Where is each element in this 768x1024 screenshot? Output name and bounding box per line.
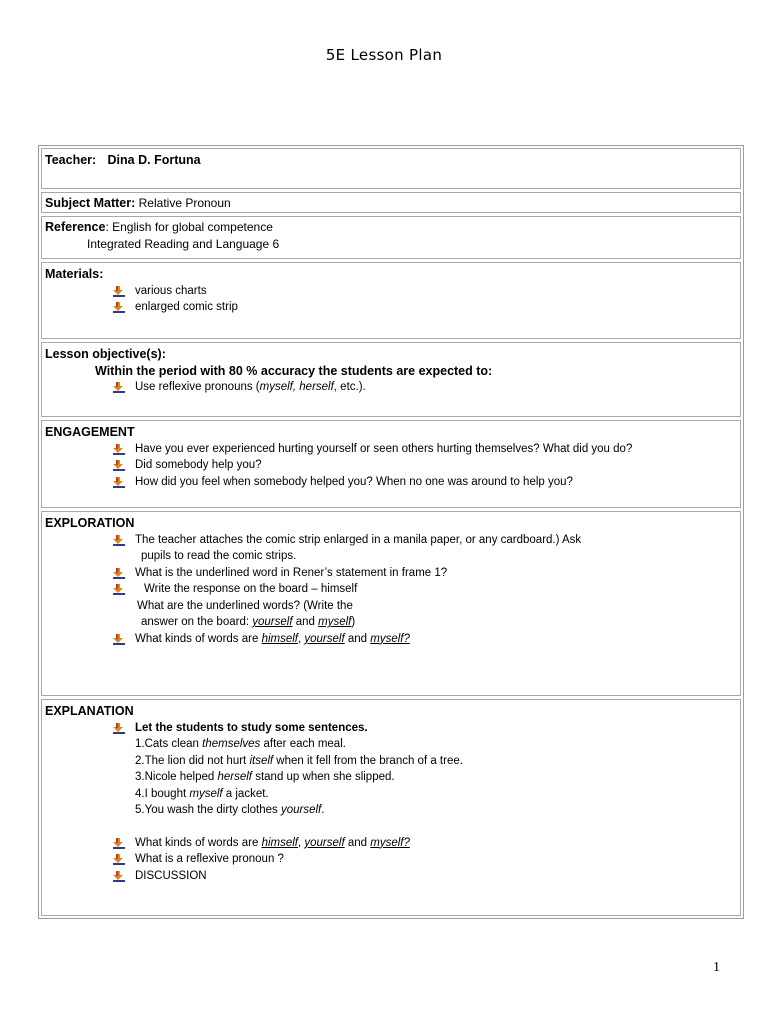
explanation-text: and [344, 836, 371, 849]
reference-row [41, 216, 741, 259]
list-item [45, 851, 737, 868]
exploration-text-cont [45, 614, 737, 631]
underlined-word: yourself [252, 616, 293, 628]
material-text: various charts [135, 284, 207, 297]
materials-row [41, 262, 741, 339]
sentence-line: 3.Nicole helped herself stand up when she slipped. [135, 771, 395, 783]
objective-text: Use reflexive pronouns ( [135, 381, 260, 393]
list-item [45, 299, 737, 316]
arrow-bullet-icon [113, 723, 125, 734]
exploration-label: EXPLORATION [45, 516, 135, 530]
engagement-question: Did somebody help you? [135, 459, 262, 471]
explanation-row [41, 699, 741, 916]
exploration-text-cont: pupils to read the comic strips. [141, 550, 297, 562]
teacher-row [41, 148, 741, 189]
sentence-line: 1.Cats clean themselves after each meal. [135, 738, 346, 750]
arrow-bullet-icon [113, 854, 125, 865]
explanation-label: EXPLANATION [45, 704, 134, 718]
arrow-bullet-icon [113, 477, 125, 488]
list-item [45, 720, 737, 737]
explanation-text: What kinds of words are [135, 836, 262, 849]
reference-label: Reference [45, 220, 106, 234]
objectives-row [41, 342, 741, 417]
list-item [45, 631, 737, 648]
list-item [45, 565, 737, 582]
exploration-text: answer on the board: [141, 616, 253, 628]
subject-row [41, 192, 741, 213]
list-item [45, 457, 737, 474]
arrow-bullet-icon [113, 871, 125, 882]
document-title: 5E Lesson Plan [325, 46, 443, 64]
objective-emphasis: myself, herself [259, 381, 334, 393]
arrow-bullet-icon [113, 460, 125, 471]
underlined-word: yourself [304, 836, 345, 849]
explanation-text: What is a reflexive pronoun ? [135, 853, 284, 865]
reference-line2: Integrated Reading and Language 6 [87, 236, 280, 251]
list-item [45, 441, 737, 458]
exploration-text: The teacher attaches the comic strip enlarged in a manila paper, or any cardboard.) Ask [135, 533, 582, 546]
list-item [45, 868, 737, 885]
exploration-row [41, 511, 741, 696]
sentence-line: 5.You wash the dirty clothes yourself. [135, 804, 325, 816]
sentence-line: 2.The lion did not hurt itself when it fell from the branch of a tree. [135, 754, 463, 767]
arrow-bullet-icon [113, 444, 125, 455]
objectives-label: Lesson objective(s): [45, 347, 166, 361]
objectives-intro: Within the period with 80 % accuracy the students are expected to: [95, 363, 493, 378]
underlined-word: myself? [370, 836, 410, 849]
underlined-word: himself [261, 836, 298, 849]
exploration-text: What is the underlined word in Rener’s statement in frame 1? [135, 566, 448, 579]
objective-text-end: , etc.). [333, 381, 366, 393]
arrow-bullet-icon [113, 568, 125, 579]
exploration-text: What kinds of words are [135, 632, 262, 645]
underlined-word: himself [261, 632, 298, 645]
list-item [45, 474, 737, 491]
explanation-text: DISCUSSION [135, 869, 207, 882]
list-item [45, 379, 737, 396]
arrow-bullet-icon [113, 535, 125, 546]
engagement-question: How did you feel when somebody helped you? When no one was around to help you? [135, 475, 573, 488]
teacher-name: Dina D. Fortuna [107, 153, 201, 167]
page-number: 1 [713, 960, 720, 975]
exploration-text: Write the response on the board – himself [144, 583, 358, 595]
underlined-word: yourself [304, 632, 345, 645]
list-item [45, 835, 737, 852]
arrow-bullet-icon [113, 838, 125, 849]
list-item [45, 532, 737, 549]
subject-label: Subject Matter: [45, 196, 136, 210]
explanation-text: Let the students to study some sentences. [135, 721, 368, 734]
exploration-text: , [298, 632, 305, 645]
sentence-line: 4.I bought myself a jacket. [135, 787, 269, 800]
explanation-text: , [298, 836, 305, 849]
reference-value: : English for global competence [105, 220, 273, 234]
engagement-row [41, 420, 741, 508]
arrow-bullet-icon [113, 382, 125, 393]
material-text: enlarged comic strip [135, 301, 238, 313]
engagement-label: ENGAGEMENT [45, 425, 135, 439]
arrow-bullet-icon [113, 286, 125, 297]
exploration-text: and [344, 632, 371, 645]
materials-label: Materials: [45, 267, 104, 281]
list-item [45, 581, 737, 598]
exploration-text: and [292, 616, 319, 628]
lesson-plan-table [38, 145, 744, 919]
arrow-bullet-icon [113, 302, 125, 313]
arrow-bullet-icon [113, 584, 125, 595]
teacher-label: Teacher: [45, 153, 97, 167]
subject-value: Relative Pronoun [138, 196, 231, 210]
engagement-question: Have you ever experienced hurting yourself or seen others hurting themselves? What did you do? [135, 442, 633, 455]
underlined-word: myself [318, 616, 352, 628]
underlined-word: myself? [370, 632, 410, 645]
list-item [45, 283, 737, 300]
arrow-bullet-icon [113, 634, 125, 645]
exploration-text-cont: What are the underlined words? (Write the [137, 599, 353, 612]
exploration-text: ) [351, 616, 356, 628]
